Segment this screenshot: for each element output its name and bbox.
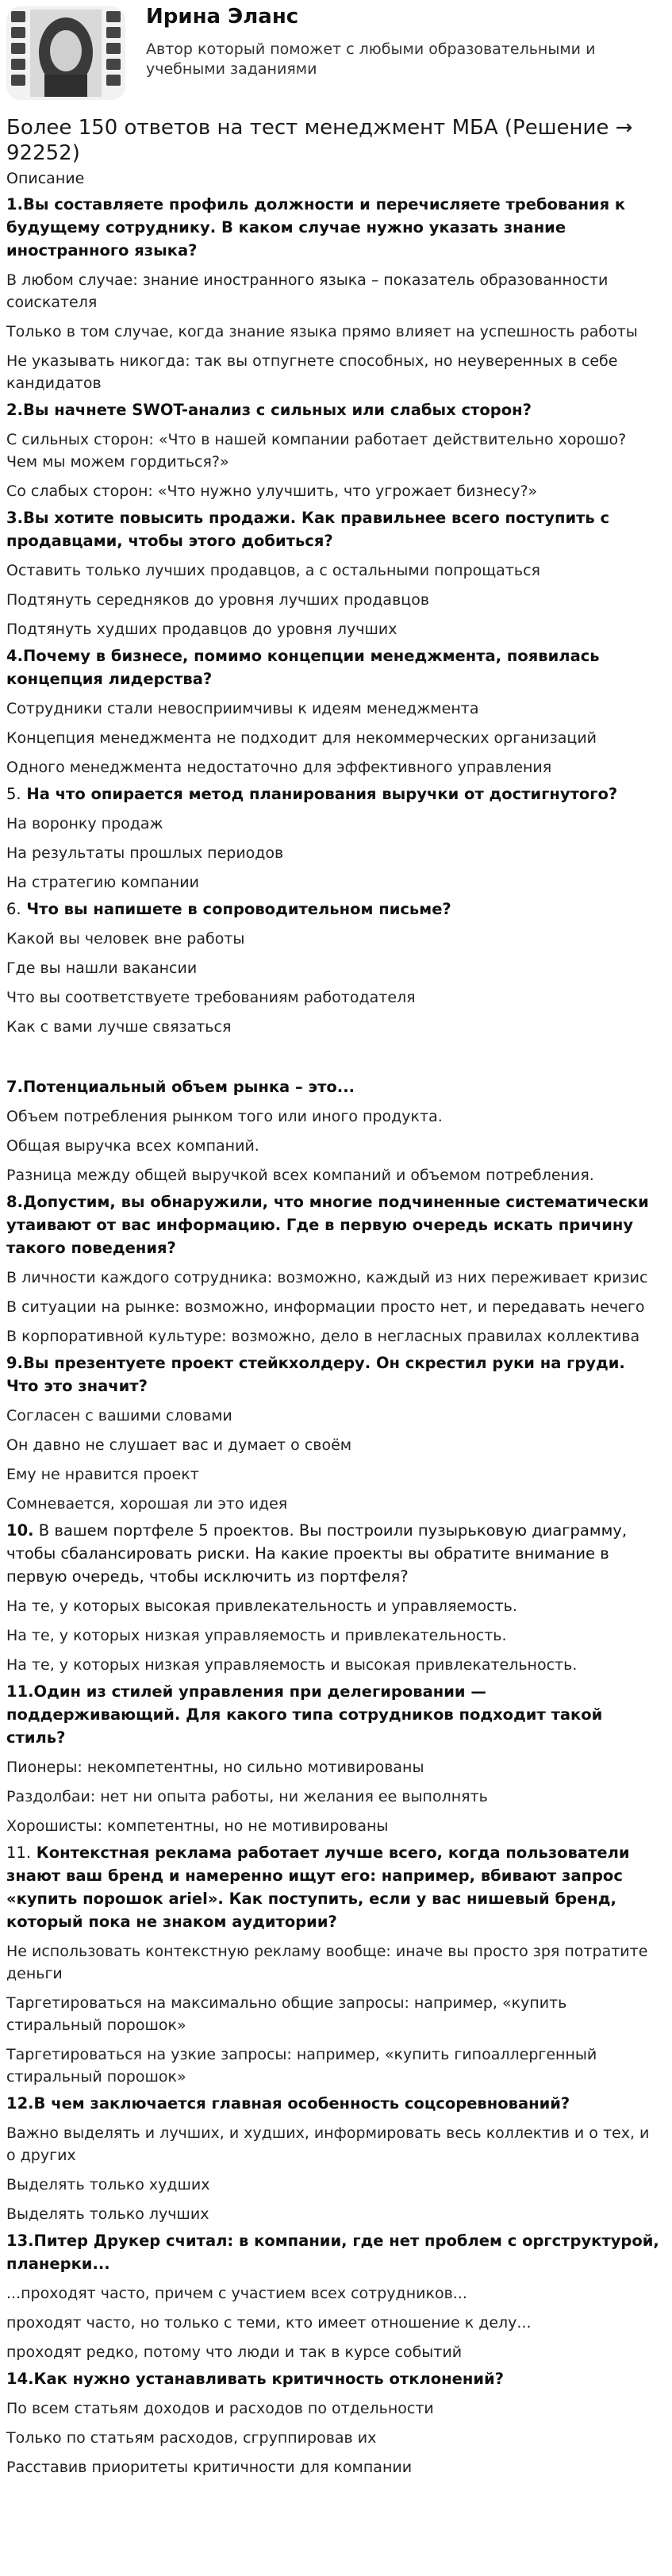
- answer-option: Разница между общей выручкой всех компаний и объемом потребления.: [6, 1167, 594, 1184]
- answer-option: Подтянуть середняков до уровня лучших продавцов: [6, 591, 430, 609]
- answer-option: В любом случае: знание иностранного языка – показатель образованности соискателя: [6, 271, 609, 311]
- answer-option: проходят редко, потому что люди и так в курсе событий: [6, 2343, 463, 2361]
- answer-option: На стратегию компании: [6, 874, 199, 891]
- answer-option: С сильных сторон: «Что в нашей компании работает действительно хорошо? Чем мы можем гордиться?»: [6, 431, 627, 471]
- answer-option: Одного менеджмента недостаточно для эффективного управления: [6, 759, 552, 776]
- answer-option: Выделять только лучших: [6, 2205, 209, 2223]
- answer-option: Ему не нравится проект: [6, 1466, 199, 1483]
- answer-option: Важно выделять и лучших, и худших, информировать весь коллектив и о тех, и о других: [6, 2124, 650, 2164]
- answer-option: Не использовать контекстную рекламу вообще: иначе вы просто зря потратите деньги: [6, 1943, 648, 1982]
- question-text: 3.Вы хотите повысить продажи. Как правильнее всего поступить с продавцами, чтобы этого добиться?: [6, 509, 610, 550]
- avatar-photo-icon: [6, 6, 125, 100]
- answer-option: Оставить только лучших продавцов, а с остальными попрощаться: [6, 562, 540, 579]
- question-body: Что вы напишете в сопроводительном письме?: [21, 900, 451, 918]
- answer-option: Расставив приоритеты критичности для компании: [6, 2459, 413, 2476]
- answer-option: проходят часто, но только с теми, кто имеет отношение к делу...: [6, 2314, 532, 2332]
- question-body: В вашем портфеле 5 проектов. Вы построили пузырьковую диаграмму, чтобы сбалансировать риски. На какие проекты вы обратите внимание в первую очередь, чтобы исключить из портфеля?: [6, 1521, 628, 1586]
- question-text: [6, 898, 661, 921]
- author-bio: Автор который поможет с любыми образовательными и учебными заданиями: [146, 40, 596, 78]
- answer-option: Концепция менеджмента не подходит для некоммерческих организаций: [6, 729, 597, 747]
- answer-option: Только по статьям расходов, сгруппировав их: [6, 2429, 377, 2447]
- answer-option: Что вы соответствуете требованиям работодателя: [6, 989, 416, 1006]
- question-text: 7.Потенциальный объем рынка – это...: [6, 1078, 355, 1096]
- answer-option: Со слабых сторон: «Что нужно улучшить, что угрожает бизнесу?»: [6, 483, 538, 500]
- question-text: [6, 782, 661, 805]
- answer-option: ...проходят часто, причем с участием всех сотрудников...: [6, 2285, 467, 2302]
- answer-option: Где вы нашли вакансии: [6, 959, 198, 977]
- author-avatar[interactable]: [6, 6, 125, 100]
- answer-option: Объем потребления рынком того или иного продукта.: [6, 1108, 443, 1125]
- answer-option: Только в том случае, когда знание языка прямо влияет на успешность работы: [6, 323, 638, 340]
- question-number: 5.: [6, 785, 21, 803]
- answer-option: Выделять только худших: [6, 2176, 210, 2193]
- answer-option: Хорошисты: компетентны, но не мотивированы: [6, 1817, 389, 1835]
- question-text: 11.Один из стилей управления при делегировании — поддерживающий. Для какого типа сотрудников подходит такой стиль?: [6, 1682, 603, 1747]
- answer-option: На результаты прошлых периодов: [6, 844, 284, 862]
- question-list: [0, 193, 672, 2478]
- author-header: [0, 0, 672, 107]
- question-text: [6, 1841, 661, 1933]
- question-text: 13.Питер Друкер считал: в компании, где нет проблем с оргструктурой, планерки...: [6, 2232, 659, 2273]
- answer-option: Таргетироваться на максимально общие запросы: например, «купить стиральный порошок»: [6, 1994, 567, 2034]
- answer-option: Сомневается, хорошая ли это идея: [6, 1495, 288, 1513]
- answer-option: В корпоративной культуре: возможно, дело в негласных правилах коллектива: [6, 1328, 640, 1345]
- answer-option: На те, у которых низкая управляемость и высокая привлекательность.: [6, 1656, 578, 1674]
- answer-option: Таргетироваться на узкие запросы: например, «купить гипоаллергенный стиральный порошок»: [6, 2046, 597, 2086]
- answer-option: В ситуации на рынке: возможно, информации просто нет, и передавать нечего: [6, 1298, 645, 1316]
- section-gap: [6, 1038, 661, 1071]
- answer-option: Как с вами лучше связаться: [6, 1018, 232, 1036]
- question-number: 11.: [6, 1844, 32, 1862]
- question-body: На что опирается метод планирования выручки от достигнутого?: [21, 785, 618, 803]
- question-text: [6, 1519, 661, 1588]
- author-name[interactable]: Ирина Эланс: [146, 5, 299, 29]
- page-title: Более 150 ответов на тест менеджмент МБА (Решение → 92252): [6, 116, 633, 165]
- question-text: 8.Допустим, вы обнаружили, что многие подчиненные систематически утаивают от вас информацию. Где в первую очередь искать причину такого поведения?: [6, 1193, 649, 1257]
- answer-option: Общая выручка всех компаний.: [6, 1137, 259, 1155]
- question-number: 10.: [6, 1521, 34, 1540]
- answer-option: На те, у которых низкая управляемость и привлекательность.: [6, 1627, 507, 1644]
- description-label: Описание: [6, 170, 85, 187]
- answer-option: На те, у которых высокая привлекательность и управляемость.: [6, 1598, 517, 1615]
- answer-option: В личности каждого сотрудника: возможно, каждый из них переживает кризис: [6, 1269, 648, 1286]
- question-text: 14.Как нужно устанавливать критичность отклонений?: [6, 2370, 504, 2388]
- answer-option: Пионеры: некомпетентны, но сильно мотивированы: [6, 1759, 424, 1776]
- question-body: Контекстная реклама работает лучше всего, когда пользователи знают ваш бренд и намеренно ищут его: например, вбивают запрос «купить порошок ariel». Как поступить, если у вас нишевый бренд, который пока не знаком аудитории?: [6, 1844, 630, 1931]
- answer-option: Какой вы человек вне работы: [6, 930, 245, 948]
- answer-option: Согласен с вашими словами: [6, 1407, 232, 1424]
- answer-option: Сотрудники стали невосприимчивы к идеям менеджмента: [6, 700, 479, 717]
- answer-option: На воронку продаж: [6, 815, 163, 832]
- question-text: 9.Вы презентуете проект стейкхолдеру. Он скрестил руки на груди. Что это значит?: [6, 1354, 625, 1395]
- answer-option: Он давно не слушает вас и думает о своём: [6, 1436, 352, 1454]
- question-number: 6.: [6, 900, 21, 918]
- question-text: 4.Почему в бизнесе, помимо концепции менеджмента, появилась концепция лидерства?: [6, 647, 600, 688]
- answer-option: По всем статьям доходов и расходов по отдельности: [6, 2400, 434, 2417]
- question-text: 12.В чем заключается главная особенность соцсоревнований?: [6, 2094, 570, 2113]
- question-text: 2.Вы начнете SWOT-анализ с сильных или слабых сторон?: [6, 401, 532, 419]
- answer-option: Раздолбаи: нет ни опыта работы, ни желания ее выполнять: [6, 1788, 488, 1805]
- answer-option: Подтянуть худших продавцов до уровня лучших: [6, 621, 397, 638]
- answer-option: Не указывать никогда: так вы отпугнете способных, но неуверенных в себе кандидатов: [6, 352, 618, 392]
- question-text: 1.Вы составляете профиль должности и перечисляете требования к будущему сотруднику. В каком случае нужно указать знание иностранного языка?: [6, 195, 626, 260]
